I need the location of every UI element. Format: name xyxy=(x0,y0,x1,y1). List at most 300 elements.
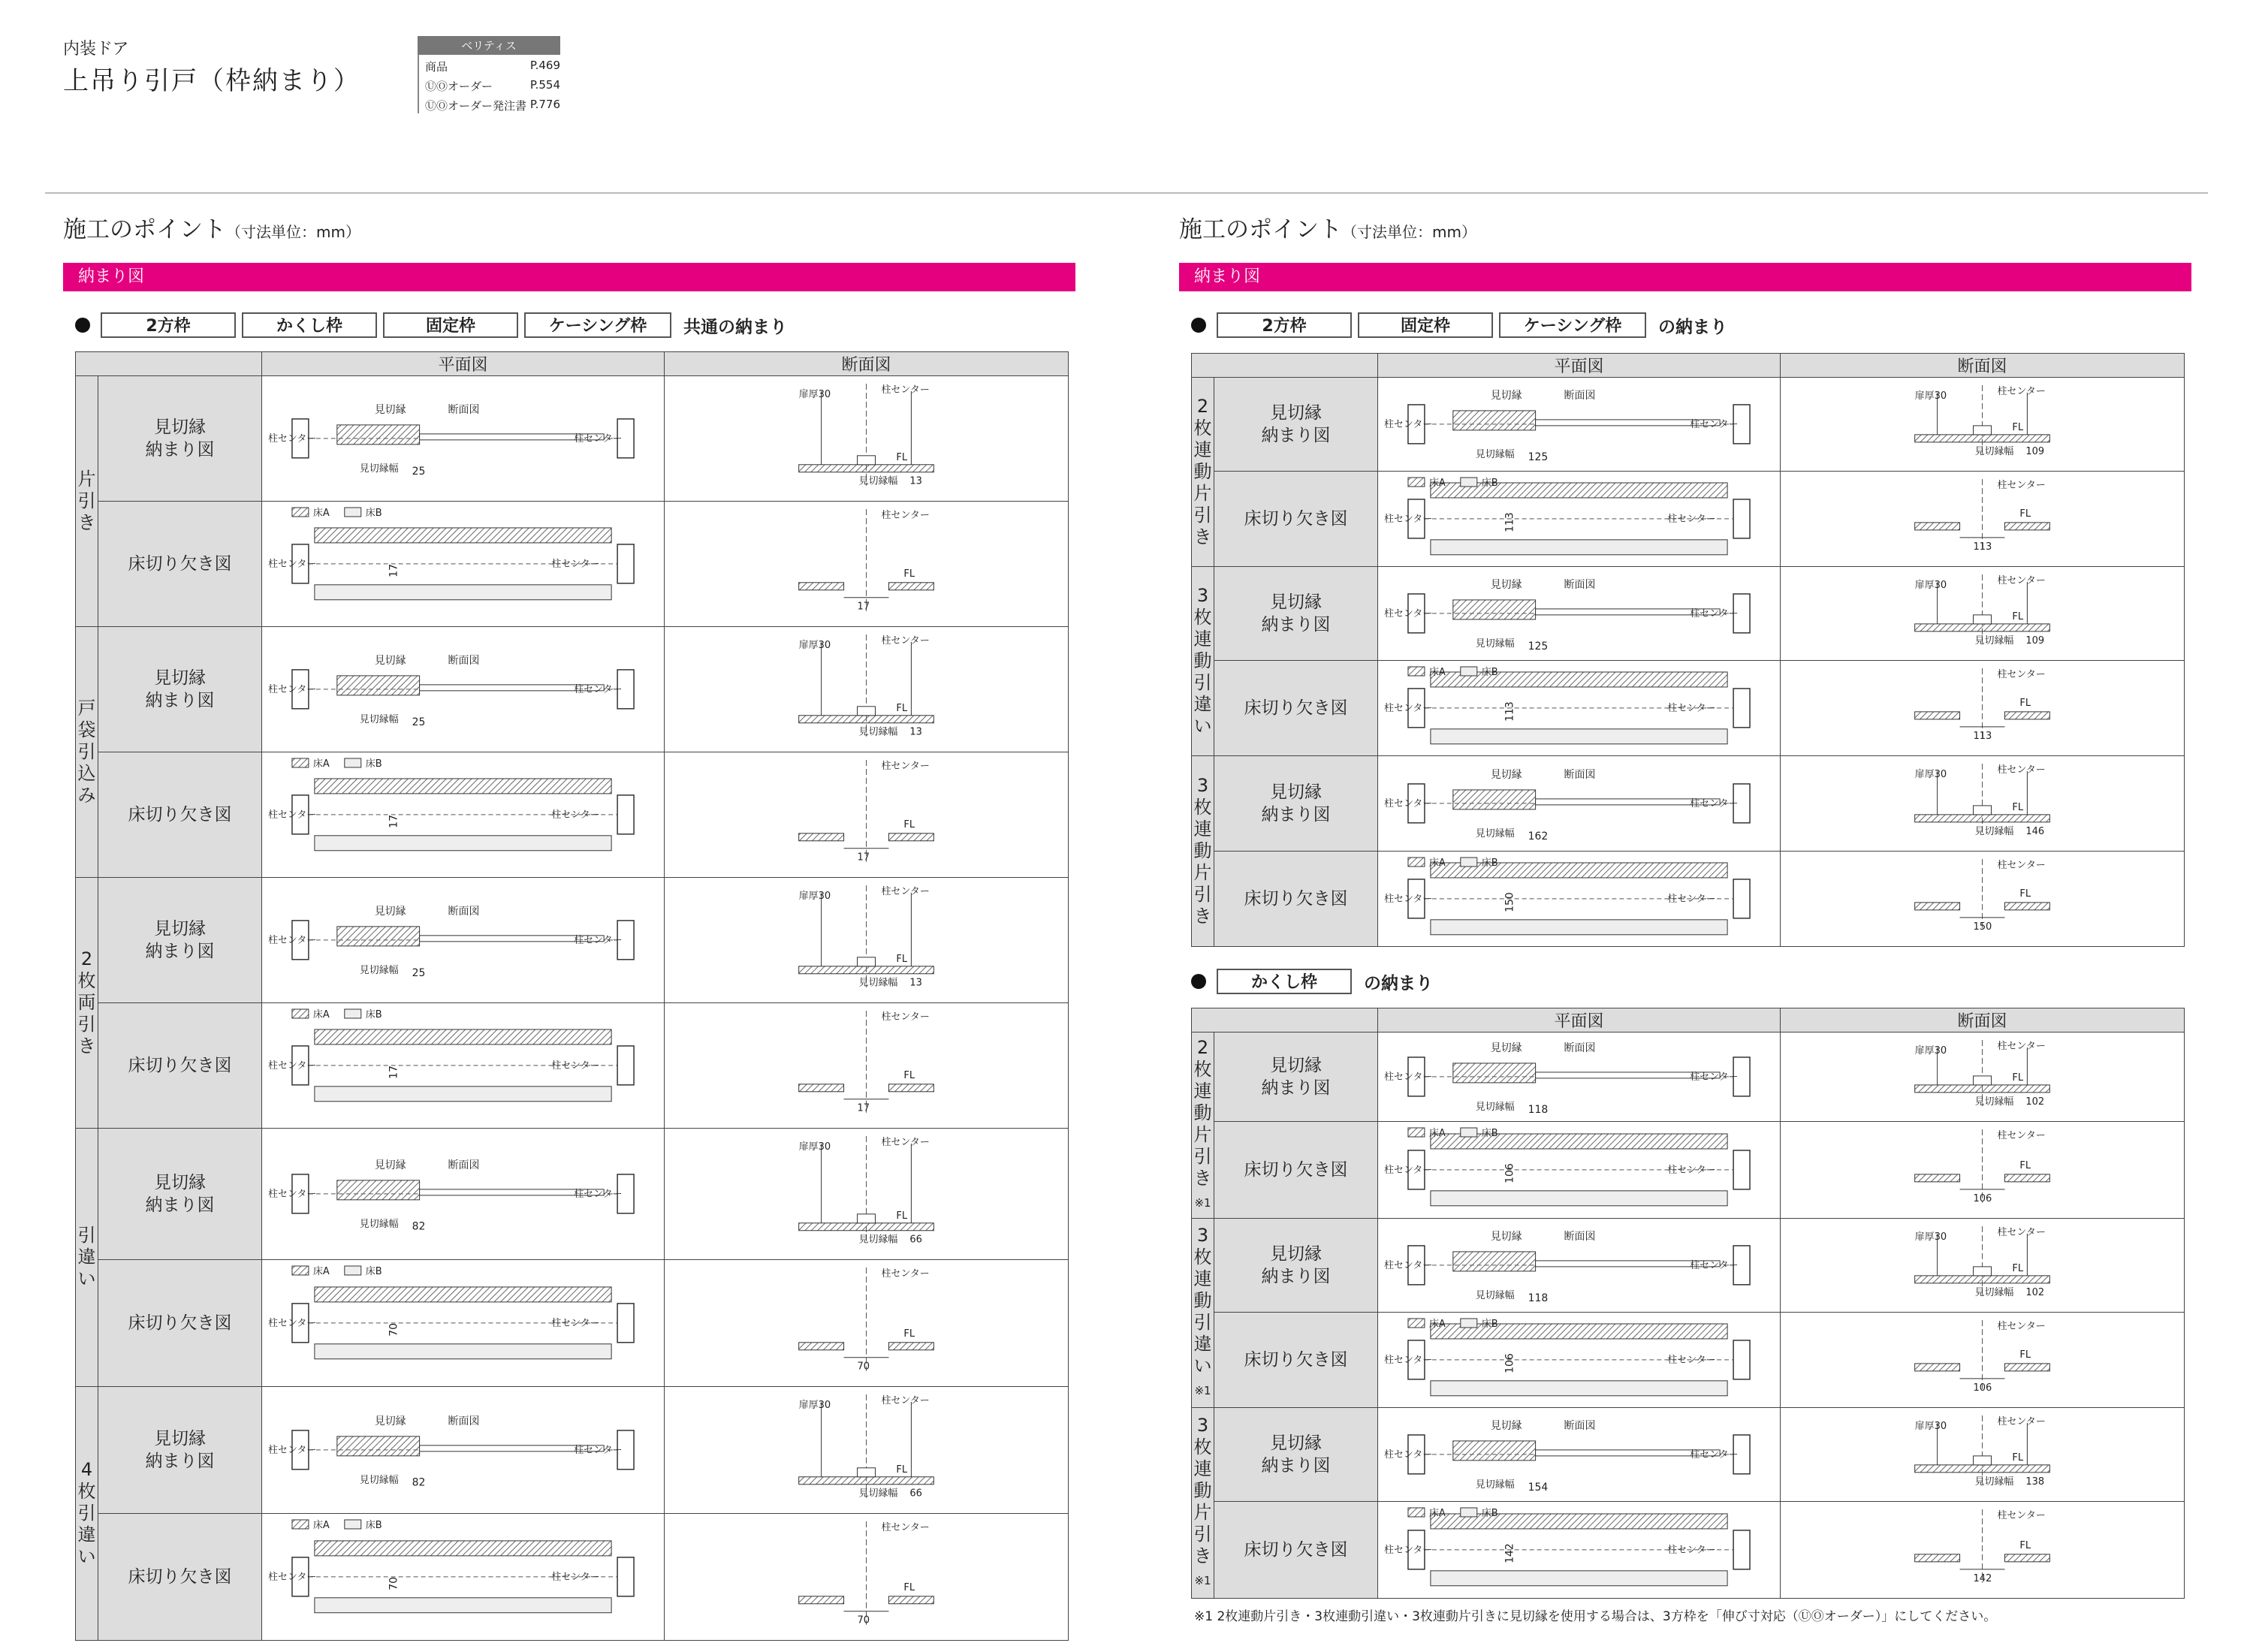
hashira-label: 柱センター xyxy=(881,1395,930,1407)
reference-page[interactable]: P.469 xyxy=(529,59,560,72)
section-drawing xyxy=(1781,661,2184,755)
hashira-label: 柱センター xyxy=(1384,893,1433,905)
door-panel xyxy=(337,927,420,946)
table-row xyxy=(76,752,1069,878)
plan-figure-cell xyxy=(262,752,665,878)
door-thickness-label: 扉厚30 xyxy=(1914,1045,1947,1057)
floor-right xyxy=(2004,1554,2049,1562)
mikiri-width-label: 見切縁幅 xyxy=(359,1474,399,1486)
row-kind-label: 床切り欠き図 xyxy=(1214,1502,1378,1599)
door-thickness-label: 扉厚30 xyxy=(1914,769,1947,781)
floor-right xyxy=(2004,903,2049,910)
floor-left xyxy=(799,834,844,841)
table-row xyxy=(1192,1122,2185,1219)
hashira-label: 柱センター xyxy=(1997,386,2046,398)
floor-slab xyxy=(1915,1085,2050,1093)
mikiri-section xyxy=(1974,1267,1992,1276)
section-dimension: 138 xyxy=(2025,1476,2045,1488)
danmen-label: 断面図 xyxy=(448,655,480,668)
floor-left xyxy=(799,583,844,590)
mikiri-label: 見切縁 xyxy=(1490,390,1522,402)
mikiri-section xyxy=(858,456,876,465)
door-panel xyxy=(1453,1252,1536,1271)
notch-dimension: 70 xyxy=(857,1361,870,1373)
table-row xyxy=(76,1260,1069,1387)
notch-dimension: 142 xyxy=(1973,1572,1992,1584)
door-thickness-label: 扉厚30 xyxy=(798,389,831,401)
floor-a-swatch xyxy=(1408,1508,1425,1517)
table-row xyxy=(1192,1219,2185,1313)
table-row xyxy=(1192,472,2185,567)
fl-label: FL xyxy=(896,953,908,965)
danmen-label: 断面図 xyxy=(448,404,480,417)
section-dimension: 13 xyxy=(909,726,922,738)
mikiri-width-label: 見切縁幅 xyxy=(1475,448,1515,460)
floor-b-area xyxy=(315,1598,611,1613)
section-drawing xyxy=(665,1514,1068,1640)
hashira-label: 柱センター xyxy=(574,1188,623,1200)
mikiri-width-label: 見切縁幅 xyxy=(1475,638,1515,650)
spec-table-right-2 xyxy=(1191,1008,2185,1599)
fl-label: FL xyxy=(896,451,908,463)
door-panel xyxy=(1453,1441,1536,1461)
mikiri-label: 見切縁 xyxy=(1490,579,1522,592)
table-row xyxy=(76,376,1069,502)
mikiri-width-label: 見切縁幅 xyxy=(858,475,898,487)
mikiri-width-label: 見切縁幅 xyxy=(359,463,399,475)
group-name: 3枚連動引違い xyxy=(1193,1224,1212,1376)
floor-b-area xyxy=(315,585,611,600)
floor-b-area xyxy=(1431,540,1727,555)
plan-figure-cell xyxy=(1378,378,1781,472)
section-drawing xyxy=(1781,1313,2184,1407)
notch-dimension: 150 xyxy=(1973,921,1992,933)
section-figure-cell xyxy=(1781,661,2185,756)
floor-b-label: 床B xyxy=(365,508,382,520)
fl-label: FL xyxy=(2012,801,2024,813)
hashira-label: 柱センター xyxy=(881,1011,930,1023)
group-name: 2枚連動片引き xyxy=(1193,396,1212,547)
table-row xyxy=(76,878,1069,1003)
floor-slab xyxy=(799,1223,934,1231)
hashira-label: 柱センター xyxy=(881,510,930,522)
door-thickness-label: 扉厚30 xyxy=(1914,390,1947,402)
door-panel xyxy=(337,1436,420,1456)
section-drawing xyxy=(665,627,1068,752)
group-note: ※1 xyxy=(1194,1383,1211,1397)
section-figure-cell xyxy=(665,1387,1069,1514)
floor-b-label: 床B xyxy=(1481,1319,1498,1331)
hashira-label: 柱センター xyxy=(267,683,317,695)
floor-right xyxy=(2004,523,2049,530)
section-figure-cell xyxy=(665,1260,1069,1387)
floor-b-swatch xyxy=(1461,667,1477,676)
hashira-label: 柱センター xyxy=(267,1060,317,1072)
mikiri-width-label: 見切縁幅 xyxy=(359,964,399,976)
mikiri-label: 見切縁 xyxy=(1490,769,1522,782)
mikiri-section xyxy=(1974,806,1992,815)
reference-label: 商品 xyxy=(425,60,448,74)
table-row xyxy=(1192,378,2185,472)
mikiri-section xyxy=(1974,615,1992,624)
door-thickness-label: 扉厚30 xyxy=(798,1141,831,1153)
plan-drawing xyxy=(1378,1408,1780,1501)
section-title-left: 施工のポイント（寸法単位：mm） xyxy=(63,216,360,243)
floor-slab xyxy=(1915,815,2050,822)
section-drawing xyxy=(665,502,1068,626)
hashira-label: 柱センター xyxy=(1690,418,1739,430)
plan-figure-cell xyxy=(262,878,665,1003)
section-drawing xyxy=(665,1260,1068,1386)
hashira-label: 柱センター xyxy=(1384,1354,1433,1366)
mikiri-width-label: 見切縁幅 xyxy=(1475,828,1515,840)
section-figure-cell xyxy=(1781,1502,2185,1599)
floor-b-area xyxy=(1431,1191,1727,1206)
fl-label: FL xyxy=(903,1328,915,1340)
group-label xyxy=(76,878,98,1129)
section-drawing xyxy=(665,1387,1068,1513)
fl-label: FL xyxy=(896,702,908,714)
section-dimension: 146 xyxy=(2025,825,2045,837)
floor-b-area xyxy=(315,1344,611,1359)
section-dimension: 13 xyxy=(909,475,922,487)
reference-label: ⓊⓄオーダー発注書 xyxy=(425,99,527,113)
plan-figure-cell xyxy=(1378,1122,1781,1219)
hashira-label: 柱センター xyxy=(574,683,623,695)
hashira-label: 柱センター xyxy=(881,635,930,647)
floor-a-swatch xyxy=(1408,1319,1425,1328)
hashira-label: 柱センター xyxy=(1384,702,1433,714)
group-name: 引違い xyxy=(77,1225,96,1289)
group-label xyxy=(76,1129,98,1387)
hashira-label: 柱センター xyxy=(1997,1130,2046,1142)
table-row xyxy=(76,1514,1069,1641)
plan-dimension: 118 xyxy=(1528,1103,1549,1116)
section-drawing xyxy=(1781,472,2184,566)
mikiri-label: 見切縁 xyxy=(374,906,406,918)
section-drawing xyxy=(1781,852,2184,946)
floor-b-label: 床B xyxy=(1481,1128,1498,1140)
section-figure-cell xyxy=(1781,1408,2185,1502)
fl-label: FL xyxy=(2019,1540,2031,1552)
group-note: ※1 xyxy=(1194,1573,1211,1587)
reference-label: ⓊⓄオーダー xyxy=(425,80,493,93)
frame-tag: 固定枠 xyxy=(383,312,518,338)
hashira-label: 柱センター xyxy=(881,1522,930,1534)
mikiri-width-label: 見切縁幅 xyxy=(858,1488,898,1500)
group-name: 片引き xyxy=(77,469,96,533)
door-panel xyxy=(1453,1063,1536,1083)
mikiri-section xyxy=(858,957,876,966)
door-panel xyxy=(337,676,420,695)
reference-box xyxy=(418,36,560,113)
hashira-label: 柱センター xyxy=(267,1188,317,1200)
section-drawing xyxy=(665,376,1068,501)
notch-dimension: 17 xyxy=(857,852,870,864)
hashira-label: 柱センター xyxy=(1997,764,2046,776)
floor-a-area xyxy=(315,1029,611,1045)
col-header-section: 断面図 xyxy=(665,352,1069,376)
section-drawing xyxy=(1781,756,2184,851)
row-kind-label: 床切り欠き図 xyxy=(1214,1313,1378,1408)
section-dimension: 102 xyxy=(2025,1096,2045,1108)
plan-dimension: 118 xyxy=(1528,1292,1549,1304)
frame-tag: 2方枠 xyxy=(101,312,236,338)
door-panel xyxy=(1453,600,1536,620)
floor-right xyxy=(888,834,933,841)
hashira-label: 柱センター xyxy=(1997,480,2046,492)
floor-a-swatch xyxy=(1408,1128,1425,1137)
section-drawing xyxy=(665,1129,1068,1259)
hashira-label: 柱センター xyxy=(267,809,317,821)
footnote: ※1 2枚連動片引き・3枚連動引違い・3枚連動片引きに見切縁を使用する場合は、3方枠を「伸び寸対応（ⓊⓄオーダー）」にしてください。 xyxy=(1194,1609,1997,1624)
table-row xyxy=(76,502,1069,627)
floor-b-label: 床B xyxy=(1481,478,1498,490)
section-dimension: 102 xyxy=(2025,1286,2045,1298)
plan-dimension: 142 xyxy=(1504,1543,1516,1563)
col-header-plan: 平面図 xyxy=(262,352,665,376)
floor-a-swatch xyxy=(1408,478,1425,487)
section-figure-cell xyxy=(665,1514,1069,1641)
floor-b-area xyxy=(315,836,611,851)
door-thickness-label: 扉厚30 xyxy=(798,640,831,652)
floor-slab xyxy=(1915,1276,2050,1283)
mikiri-label: 見切縁 xyxy=(374,1159,406,1172)
row-kind-label: 床切り欠き図 xyxy=(98,752,262,878)
section-drawing xyxy=(1781,1122,2184,1218)
floor-b-label: 床B xyxy=(365,1009,382,1021)
mikiri-width-label: 見切縁幅 xyxy=(1974,445,2014,457)
danmen-label: 断面図 xyxy=(448,1415,480,1428)
hashira-label: 柱センター xyxy=(1384,1164,1433,1176)
floor-a-swatch xyxy=(292,758,309,767)
mikiri-width-label: 見切縁幅 xyxy=(858,1234,898,1246)
floor-a-label: 床A xyxy=(312,758,330,770)
section-figure-cell xyxy=(665,1129,1069,1260)
hashira-label: 柱センター xyxy=(1997,1321,2046,1333)
reference-page[interactable]: P.554 xyxy=(529,78,560,92)
plan-drawing xyxy=(1378,1502,1780,1598)
door-thickness-label: 扉厚30 xyxy=(1914,580,1947,592)
group-label xyxy=(1192,756,1214,947)
floor-b-label: 床B xyxy=(365,1520,382,1532)
mikiri-section xyxy=(1974,1076,1992,1085)
hashira-label: 柱センター xyxy=(1690,797,1739,809)
hashira-label: 柱センター xyxy=(268,1317,317,1329)
section-title-right: 施工のポイント（寸法単位：mm） xyxy=(1179,216,1476,243)
bullet-icon xyxy=(1191,318,1206,333)
bullet-icon xyxy=(75,318,90,333)
mikiri-width-label: 見切縁幅 xyxy=(1974,1286,2014,1298)
group-name: 3枚連動片引き xyxy=(1193,775,1212,927)
heading-suffix: の納まり xyxy=(1658,317,1727,337)
row-kind-label: 床切り欠き図 xyxy=(98,1260,262,1387)
hashira-label: 柱センター xyxy=(1997,1227,2046,1239)
hashira-label: 柱センター xyxy=(268,1571,317,1583)
heading-right-1 xyxy=(1191,312,1727,338)
floor-slab xyxy=(799,465,934,472)
floor-slab xyxy=(1915,624,2050,632)
section-figure-cell xyxy=(665,502,1069,627)
floor-slab xyxy=(799,966,934,974)
plan-dimension: 162 xyxy=(1528,830,1549,843)
group-label xyxy=(1192,1032,1214,1219)
danmen-label: 断面図 xyxy=(1564,1042,1596,1055)
row-kind-label: 見切縁 納まり図 xyxy=(1214,1408,1378,1502)
plan-drawing xyxy=(262,1514,664,1640)
row-kind-label: 見切縁 納まり図 xyxy=(98,376,262,502)
floor-b-area xyxy=(1431,920,1727,935)
danmen-label: 断面図 xyxy=(1564,1420,1596,1433)
section-drawing xyxy=(665,878,1068,1002)
floor-b-area xyxy=(1431,729,1727,744)
plan-drawing xyxy=(1378,472,1780,566)
row-kind-label: 床切り欠き図 xyxy=(1214,1122,1378,1219)
row-kind-label: 見切縁 納まり図 xyxy=(1214,1219,1378,1313)
floor-right xyxy=(888,1343,933,1350)
group-name: 2枚連動片引き xyxy=(1193,1036,1212,1189)
row-kind-label: 見切縁 納まり図 xyxy=(98,1129,262,1260)
group-label xyxy=(76,627,98,878)
plan-dimension: 106 xyxy=(1504,1163,1516,1183)
floor-a-label: 床A xyxy=(1428,1128,1446,1140)
floor-b-label: 床B xyxy=(1481,667,1498,679)
section-bar-right: 納まり図 xyxy=(1179,263,2191,291)
section-figure-cell xyxy=(665,376,1069,502)
fl-label: FL xyxy=(2012,1072,2024,1084)
floor-b-swatch xyxy=(345,508,361,517)
fl-label: FL xyxy=(896,1464,908,1476)
plan-drawing xyxy=(1378,1032,1780,1121)
group-name: 2枚両引き xyxy=(77,948,96,1057)
col-header-plan: 平面図 xyxy=(1378,1008,1781,1032)
spec-table-left xyxy=(75,351,1069,1641)
danmen-label: 断面図 xyxy=(448,1159,480,1172)
fl-label: FL xyxy=(903,1069,915,1081)
fl-label: FL xyxy=(2019,508,2031,520)
section-figure-cell xyxy=(1781,1313,2185,1408)
floor-a-label: 床A xyxy=(1428,858,1446,870)
hashira-label: 柱センター xyxy=(1667,513,1716,525)
table-row xyxy=(1192,852,2185,947)
hashira-label: 柱センター xyxy=(881,761,930,773)
group-label xyxy=(1192,378,1214,567)
col-header-section: 断面図 xyxy=(1781,354,2185,378)
table-row xyxy=(1192,1313,2185,1408)
reference-page[interactable]: P.776 xyxy=(529,98,560,111)
row-kind-label: 見切縁 納まり図 xyxy=(1214,756,1378,852)
hashira-label: 柱センター xyxy=(267,934,317,946)
floor-a-label: 床A xyxy=(312,1520,330,1532)
section-bar-left: 納まり図 xyxy=(63,263,1075,291)
plan-dimension: 17 xyxy=(388,815,400,828)
frame-tag: かくし枠 xyxy=(1217,969,1352,994)
section-dimension: 109 xyxy=(2025,445,2045,457)
plan-figure-cell xyxy=(1378,1032,1781,1122)
door-thickness-label: 扉厚30 xyxy=(1914,1231,1947,1244)
floor-a-area xyxy=(315,779,611,794)
row-kind-label: 床切り欠き図 xyxy=(1214,661,1378,756)
group-name: 戸袋引込み xyxy=(77,698,96,806)
plan-figure-cell xyxy=(1378,756,1781,852)
col-header-section: 断面図 xyxy=(1781,1008,2185,1032)
row-kind-label: 床切り欠き図 xyxy=(98,1514,262,1641)
section-drawing xyxy=(1781,1219,2184,1312)
fl-label: FL xyxy=(2012,1452,2024,1464)
hashira-label: 柱センター xyxy=(551,1571,600,1583)
plan-drawing xyxy=(1378,756,1780,851)
floor-a-label: 床A xyxy=(312,1266,330,1278)
plan-figure-cell xyxy=(262,1003,665,1129)
hashira-label: 柱センター xyxy=(1384,1544,1433,1556)
section-figure-cell xyxy=(665,627,1069,752)
frame-tag: ケーシング枠 xyxy=(1499,312,1646,338)
plan-dimension: 125 xyxy=(1528,640,1549,653)
hashira-label: 柱センター xyxy=(551,1060,600,1072)
floor-left xyxy=(1915,523,1960,530)
mikiri-width-label: 見切縁幅 xyxy=(1475,1289,1515,1301)
table-row xyxy=(76,1003,1069,1129)
mikiri-section xyxy=(858,707,876,716)
mikiri-width-label: 見切縁幅 xyxy=(1974,1476,2014,1488)
plan-dimension: 25 xyxy=(412,966,426,979)
fl-label: FL xyxy=(903,568,915,580)
plan-drawing xyxy=(1378,567,1780,660)
hashira-label: 柱センター xyxy=(1384,797,1433,809)
group-label xyxy=(1192,1219,1214,1408)
mikiri-width-label: 見切縁幅 xyxy=(359,713,399,725)
hashira-label: 柱センター xyxy=(1997,1510,2046,1522)
hashira-label: 柱センター xyxy=(551,1317,600,1329)
frame-tag: ケーシング枠 xyxy=(524,312,671,338)
section-figure-cell xyxy=(1781,1219,2185,1313)
mikiri-label: 見切縁 xyxy=(1490,1420,1522,1433)
danmen-label: 断面図 xyxy=(1564,1231,1596,1244)
notch-dimension: 17 xyxy=(857,1102,870,1114)
floor-a-swatch xyxy=(1408,858,1425,867)
heading-right-2 xyxy=(1191,969,1433,994)
hashira-label: 柱センター xyxy=(574,1444,623,1456)
floor-left xyxy=(1915,1554,1960,1562)
group-name: 3枚連動片引き xyxy=(1193,1414,1212,1566)
section-drawing xyxy=(665,1003,1068,1128)
mikiri-section xyxy=(1974,426,1992,435)
frame-tag: かくし枠 xyxy=(242,312,377,338)
floor-right xyxy=(888,1596,933,1604)
floor-b-swatch xyxy=(345,1520,361,1529)
floor-a-label: 床A xyxy=(312,508,330,520)
hashira-label: 柱センター xyxy=(1997,1416,2046,1428)
plan-drawing xyxy=(262,502,664,626)
notch-dimension: 70 xyxy=(857,1614,870,1626)
floor-a-label: 床A xyxy=(1428,1508,1446,1520)
floor-a-area xyxy=(315,1287,611,1302)
plan-dimension: 82 xyxy=(412,1476,426,1489)
fl-label: FL xyxy=(2012,421,2024,433)
section-drawing xyxy=(1781,378,2184,471)
hashira-label: 柱センター xyxy=(574,934,623,946)
floor-b-swatch xyxy=(345,758,361,767)
plan-drawing xyxy=(1378,1219,1780,1312)
hashira-label: 柱センター xyxy=(1667,702,1716,714)
plan-dimension: 17 xyxy=(388,564,400,577)
plan-drawing xyxy=(262,1129,664,1259)
category-label: 内装ドア xyxy=(63,40,129,59)
section-figure-cell xyxy=(1781,378,2185,472)
section-drawing xyxy=(1781,1408,2184,1501)
floor-b-area xyxy=(1431,1381,1727,1396)
hashira-label: 柱センター xyxy=(1997,575,2046,587)
